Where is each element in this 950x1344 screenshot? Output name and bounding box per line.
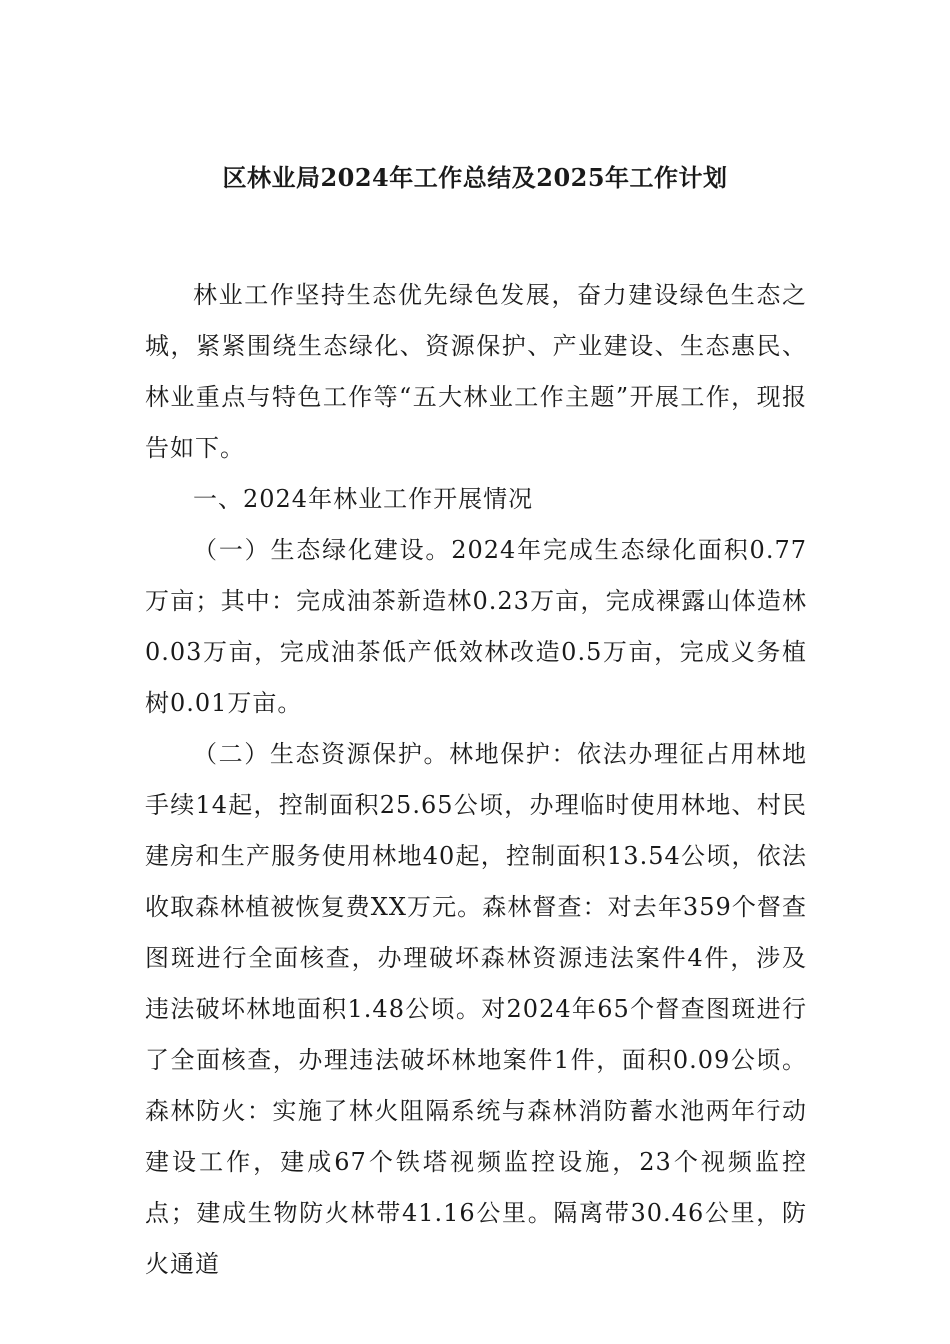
document-body — [145, 270, 807, 1290]
document-title: 区林业局2024年工作总结及2025年工作计划 — [222, 163, 728, 192]
resource-protection-paragraph: （二）生态资源保护。林地保护：依法办理征占用林地手续14起，控制面积25.65公顷，办理临时使用林地、村民建房和生产服务使用林地40起，控制面积13.54公顷，依法收取森林植被恢复费XX万元。森林督查：对去年359个督查图斑进行全面核查，办理破坏森林资源违法案件4件，涉及违法破坏林地面积1.48公顷。对2024年65个督查图斑进行了全面核查，办理违法破坏林地案件1件，面积0.09公顷。森林防火：实施了林火阻隔系统与森林消防蓄水池两年行动建设工作，建成67个铁塔视频监控设施，23个视频监控点；建成生物防火林带41.16公里。隔离带30.46公里，防火通道 — [145, 740, 807, 1278]
section-heading: 一、2024年林业工作开展情况 — [193, 485, 534, 513]
intro-paragraph: 林业工作坚持生态优先绿色发展，奋力建设绿色生态之城，紧紧围绕生态绿化、资源保护、产业建设、生态惠民、林业重点与特色工作等“五大林业工作主题”开展工作，现报告如下。 — [145, 281, 807, 462]
greening-paragraph: （一）生态绿化建设。2024年完成生态绿化面积0.77万亩；其中：完成油茶新造林0.23万亩，完成裸露山体造林0.03万亩，完成油茶低产低效林改造0.5万亩，完成义务植树0.01万亩。 — [145, 536, 807, 717]
